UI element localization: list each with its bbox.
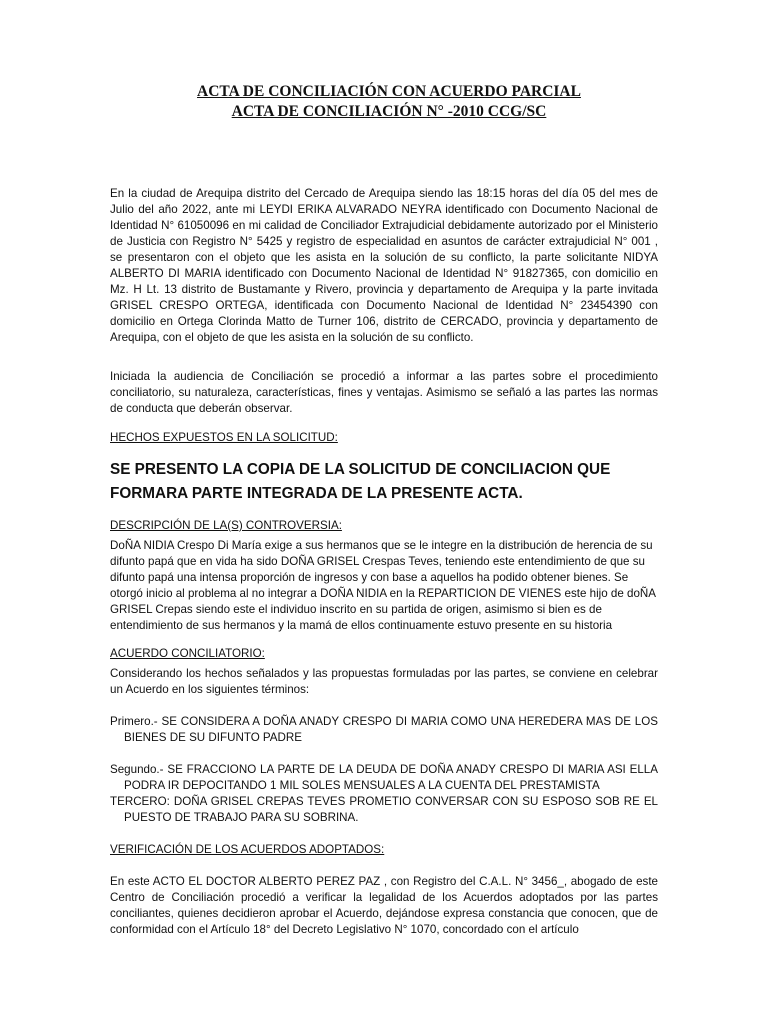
acuerdo-item-primero: Primero.- SE CONSIDERA A DOÑA ANADY CRESPO DI MARIA COMO UNA HEREDERA MAS DE LOS BIENES DE SU DIFUNTO PADRE	[110, 715, 658, 744]
acuerdo-heading: ACUERDO CONCILIATORIO:	[110, 647, 265, 660]
hechos-statement: SE PRESENTO LA COPIA DE LA SOLICITUD DE CONCILIACION QUE FORMARA PARTE INTEGRADA DE LA PRESENTE ACTA.	[110, 461, 611, 502]
document-page	[110, 82, 658, 938]
controversia-text: DoÑA NIDIA Crespo Di María exige a sus hermanos que se le integre en la distribución de herencia de su difunto papá que en vida ha sido DOÑA GRISEL Crespas Teves, teniendo este entendimiento de que su difunto papá una intensa proporción de ingresos y con base a aquellos ha podido obtener bienes. Se otorgó inicio al problema al no integrar a DOÑA NIDIA en la REPARTICION DE VIENES este hijo de doÑA GRISEL Crepas siendo este el individuo inscrito en su partida de origen, asimismo si bien es de entendimiento de sus hermanos y la mamá de ellos continuamente estuvo presente en su historia	[110, 539, 656, 632]
document-title: ACTA DE CONCILIACIÓN CON ACUERDO PARCIAL	[197, 83, 581, 100]
acuerdo-intro: Considerando los hechos señalados y las propuestas formuladas por las partes, se conviene en celebrar un Acuerdo en los siguientes términos:	[110, 667, 658, 696]
acuerdo-item-tercero: TERCERO: DOÑA GRISEL CREPAS TEVES PROMETIO CONVERSAR CON SU ESPOSO SOB RE EL PUESTO DE TRABAJO PARA SU SOBRINA.	[110, 795, 658, 824]
hechos-heading: HECHOS EXPUESTOS EN LA SOLICITUD:	[110, 431, 338, 444]
verificacion-heading: VERIFICACIÓN DE LOS ACUERDOS ADOPTADOS:	[110, 843, 385, 856]
verificacion-text: En este ACTO EL DOCTOR ALBERTO PEREZ PAZ , con Registro del C.A.L. N° 3456_, abogado de este Centro de Conciliación procedió a verificar la legalidad de los Acuerdos adoptados por las partes conciliantes, quienes decidieron aprobar el Acuerdo, dejándose expresa constancia que conocen, que de conformidad con el Artículo 18° del Decreto Legislativo N° 1070, concordado con el artículo	[110, 875, 658, 936]
title-block	[120, 82, 658, 122]
acuerdo-item-segundo: Segundo.- SE FRACCIONO LA PARTE DE LA DEUDA DE DOÑA ANADY CRESPO DI MARIA ASI ELLA PODRA IR DEPOCITANDO 1 MIL SOLES MENSUALES A LA CUENTA DEL PRESTAMISTA	[110, 763, 658, 792]
controversia-heading: DESCRIPCIÓN DE LA(S) CONTROVERSIA:	[110, 519, 342, 532]
document-subtitle: ACTA DE CONCILIACIÓN N° -2010 CCG/SC	[231, 103, 547, 120]
intro-paragraph: En la ciudad de Arequipa distrito del Cercado de Arequipa siendo las 18:15 horas del día 05 del mes de Julio del año 2022, ante mi LEYDI ERIKA ALVARADO NEYRA identificado con Documento Nacional de Identidad N° 61050096 en mi calidad de Conciliador Extrajudicial debidamente autorizado por el Ministerio de Justicia con Registro N° 5425 y registro de especialidad en asuntos de carácter extrajudicial N° 001 , se presentaron con el objeto que les asista en la solución de su conflicto, la parte solicitante NIDYA ALBERTO DI MARIA identificado con Documento Nacional de Identidad N° 91827365, con domicilio en Mz. H Lt. 13 distrito de Bustamante y Rivero, provincia y departamento de Arequipa y la parte invitada GRISEL CRESPO ORTEGA, identificada con Documento Nacional de Identidad N° 23454390 con domicilio en Ortega Clorinda Matto de Turner 106, distrito de CERCADO, provincia y departamento de Arequipa, con el objeto de que les asista en la solución de su conflicto.	[110, 187, 658, 344]
audiencia-paragraph: Iniciada la audiencia de Conciliación se procedió a informar a las partes sobre el procedimiento conciliatorio, su naturaleza, características, fines y ventajas. Asimismo se señaló a las partes las normas de conducta que deberán observar.	[110, 370, 658, 415]
